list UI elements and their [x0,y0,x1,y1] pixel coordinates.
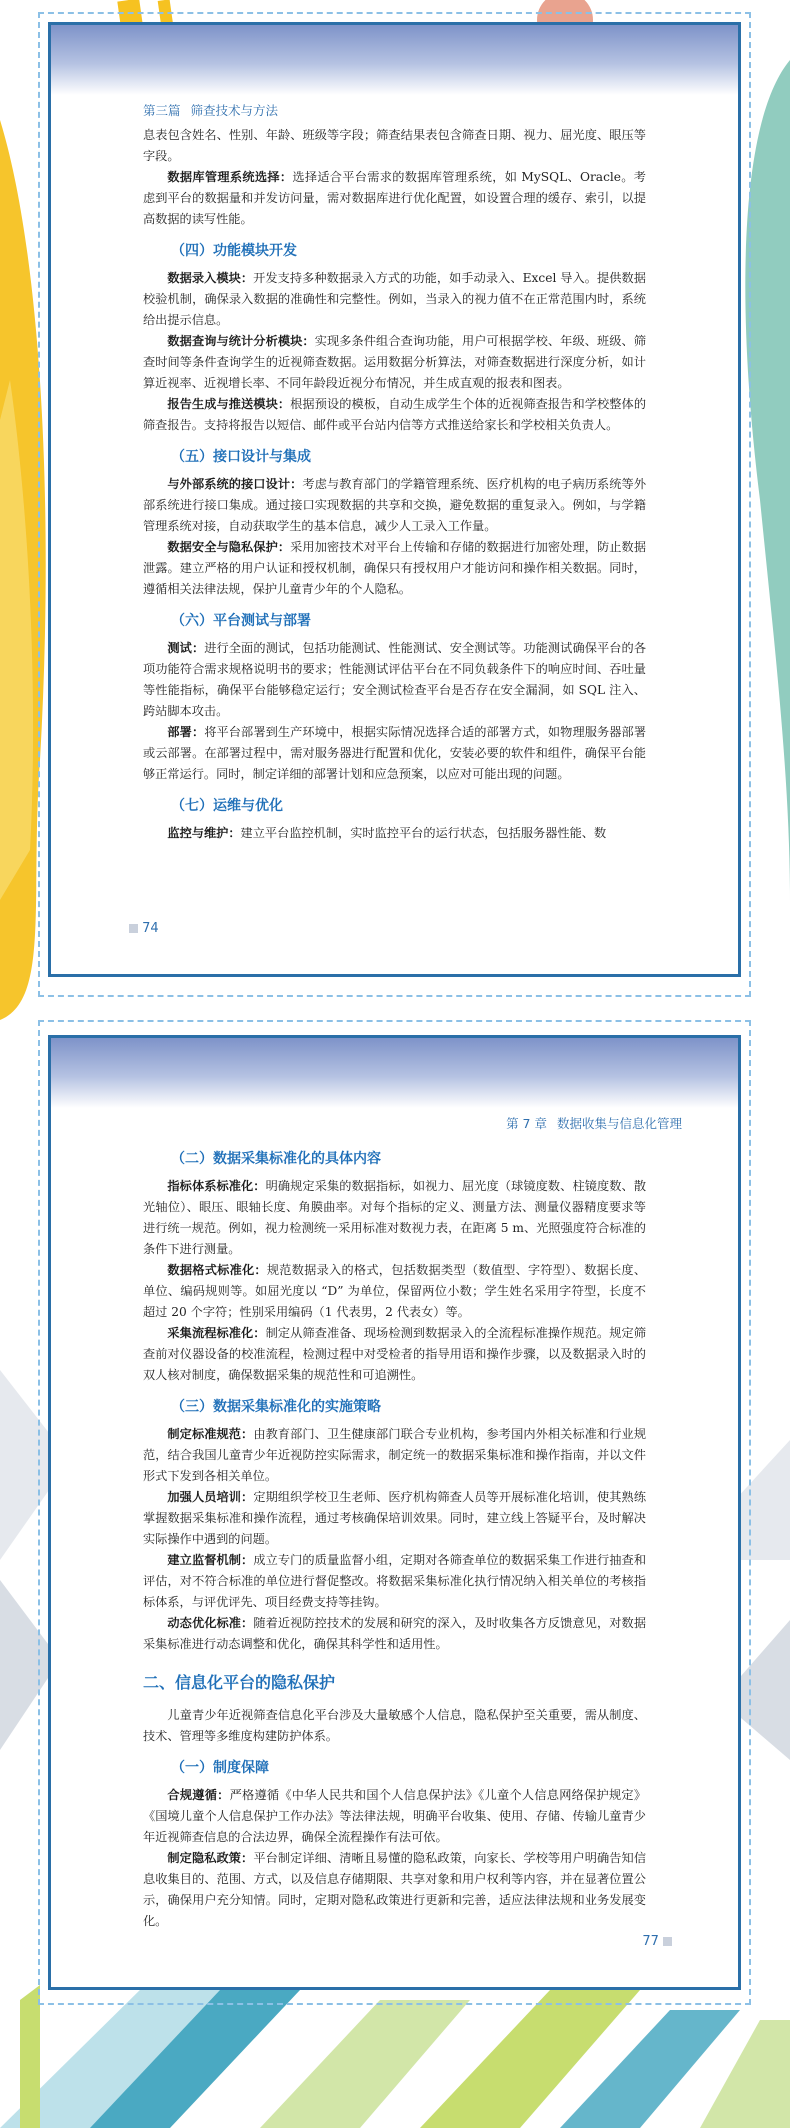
section-heading: （五）接口设计与集成 [171,449,311,465]
section-heading: （七）运维与优化 [171,798,283,814]
paragraph-text: 平台制定详细、清晰且易懂的隐私政策，向家长、学校等用户明确告知信息收集目的、范围、方式，以及信息存储期限、共享对象和用户权利等内容，并在显著位置公示，确保用户充分知情。同时，定期对隐私政策进行更新和完善，适应法律法规和业务发展变化。 [143,1851,647,1928]
chapter-section-heading: 二、信息化平台的隐私保护 [143,1673,336,1692]
running-head-chapter: 第 7 章 [506,1116,547,1131]
running-head-part: 第三篇 [143,103,181,118]
paragraph [143,1785,646,1848]
paragraph [143,1424,646,1487]
paragraph-text: 实现多条件组合查询功能，用户可根据学校、年级、班级、筛查时间等条件查询学生的近视筛查数据。运用数据分析算法，对筛查数据进行深度分析，如计算近视率、近视增长率、不同年龄段近视分布情况，并生成直观的报表和图表。 [143,334,647,390]
paragraph [143,1176,646,1260]
paragraph-text: 明确规定采集的数据指标，如视力、屈光度（球镜度数、柱镜度数、散光轴位）、眼压、眼轴长度、角膜曲率。对每个指标的定义、测量方法、测量仪器精度要求等进行统一规范。例如，视力检测统一采用标准对数视力表，在距离 5 m、光照强度符合标准的条件下进行测量。 [143,1179,647,1256]
paragraph-lead: 加强人员培训： [167,1490,254,1504]
paragraph-lead: 数据格式标准化： [167,1263,267,1277]
paragraph [143,1848,646,1932]
paragraph [143,638,646,722]
paragraph-text: 定期组织学校卫生老师、医疗机构筛查人员等开展标准化培训，使其熟练掌握数据采集标准和操作流程，通过考核确保培训效果。同时，建立线上答疑平台，及时解决实际操作中遇到的问题。 [143,1490,647,1546]
section-heading: （一）制度保障 [171,1760,269,1776]
section-heading: （三）数据采集标准化的实施策略 [171,1399,381,1415]
paragraph-lead: 数据录入模块： [167,271,254,285]
page-number [129,921,159,936]
paragraph [143,537,646,600]
paragraph-lead: 采集流程标准化： [167,1326,266,1340]
paragraph-lead: 建立监督机制： [167,1553,254,1567]
paragraph-lead: 监控与维护： [167,826,241,840]
paragraph-lead: 与外部系统的接口设计： [167,477,303,491]
paragraph-text: 息表包含姓名、性别、年龄、班级等字段；筛查结果表包含筛查日期、视力、屈光度、眼压等字段。 [143,128,646,163]
paragraph [143,1260,646,1323]
paragraph-text: 严格遵循《中华人民共和国个人信息保护法》《儿童个人信息网络保护规定》《国境儿童个人信息保护工作办法》等法律法规，明确平台收集、使用、存储、传输儿童青少年近视筛查信息的合法边界，确保全流程操作有法可依。 [143,1788,647,1844]
paragraph [143,1705,646,1747]
running-head [51,99,738,123]
paragraph-lead: 制定隐私政策： [167,1851,254,1865]
paragraph-text: 制定从筛查准备、现场检测到数据录入的全流程标准操作规范。规定筛查前对仪器设备的校准流程，检测过程中对受检者的指导用语和操作步骤，以及数据录入时的双人核对制度，确保数据采集的规范性和可追溯性。 [143,1326,647,1382]
page-header-band [51,1038,738,1108]
running-head-title: 筛查技术与方法 [190,103,279,118]
paragraph-text: 将平台部署到生产环境中，根据实际情况选择合适的部署方式，如物理服务器部署或云部署。在部署过程中，需对服务器进行配置和优化，安装必要的软件和组件，确保平台能够正常运行。同时，制定详细的部署计划和应急预案，以应对可能出现的问题。 [143,725,647,781]
paragraph-lead: 数据查询与统计分析模块： [167,334,315,348]
paragraph [143,1323,646,1386]
paragraph-text: 进行全面的测试，包括功能测试、性能测试、安全测试等。功能测试确保平台的各项功能符合需求规格说明书的要求；性能测试评估平台在不同负载条件下的响应时间、吞吐量等性能指标，确保平台能够稳定运行；安全测试检查平台是否存在安全漏洞，如 SQL 注入、跨站脚本攻击。 [143,641,647,718]
section-heading: （四）功能模块开发 [171,243,297,259]
paragraph [143,167,646,230]
paragraph [143,268,646,331]
folio-square-icon [663,1937,672,1946]
page-body [51,1136,738,1932]
page-body [51,123,738,844]
paragraph-lead: 动态优化标准： [167,1616,254,1630]
paragraph-text: 采用加密技术对平台上传输和存储的数据进行加密处理，防止数据泄露。建立严格的用户认证和授权机制，确保只有授权用户才能访问和操作相关数据。同时，遵循相关法律法规，保护儿童青少年的个人隐私。 [143,540,647,596]
page-74 [48,22,741,977]
paragraph-text: 开发支持多种数据录入方式的功能，如手动录入、Excel 导入。提供数据校验机制，确保录入数据的准确性和完整性。例如，当录入的视力值不在正常范围内时，系统给出提示信息。 [143,271,646,327]
paragraph [143,1550,646,1613]
paragraph [143,823,646,844]
paragraph [143,331,646,394]
paragraph-text: 儿童青少年近视筛查信息化平台涉及大量敏感个人信息，隐私保护至关重要，需从制度、技术、管理等多维度构建防护体系。 [143,1708,646,1743]
paragraph-lead: 制定标准规范： [167,1427,254,1441]
paragraph-text: 由教育部门、卫生健康部门联合专业机构，参考国内外相关标准和行业规范，结合我国儿童青少年近视防控实际需求，制定统一的数据采集标准和操作指南，并以文件形式下发到各相关单位。 [143,1427,647,1483]
paragraph-text: 随着近视防控技术的发展和研究的深入，及时收集各方反馈意见，对数据采集标准进行动态调整和优化，确保其科学性和适用性。 [143,1616,647,1651]
section-heading: （二）数据采集标准化的具体内容 [171,1151,381,1167]
paragraph-text: 成立专门的质量监督小组，定期对各筛查单位的数据采集工作进行抽查和评估，对不符合标准的单位进行督促整改。将数据采集标准化执行情况纳入相关单位的考核指标体系，与评优评先、项目经费支持等挂钩。 [143,1553,647,1609]
page-77 [48,1035,741,1990]
paragraph [143,1487,646,1550]
folio-square-icon [129,924,138,933]
running-head [51,1112,738,1136]
page-header-band [51,25,738,95]
paragraph-lead: 合规遵循： [167,1788,230,1802]
paragraph-text: 根据预设的模板，自动生成学生个体的近视筛查报告和学校整体的筛查报告。支持将报告以短信、邮件或平台站内信等方式推送给家长和学校相关负责人。 [143,397,647,432]
paragraph-lead: 测试： [167,641,205,655]
paragraph-lead: 指标体系标准化： [167,1179,266,1193]
paragraph-lead: 数据库管理系统选择： [167,170,293,184]
paragraph-lead: 报告生成与推送模块： [167,397,291,411]
page-number-text: 74 [142,921,159,936]
paragraph [143,1613,646,1655]
running-head-title: 数据收集与信息化管理 [556,1116,682,1131]
paragraph-text: 选择适合平台需求的数据库管理系统，如 MySQL、Oracle。考虑到平台的数据量和并发访问量，需对数据库进行优化配置，如设置合理的缓存、索引，以提高数据的读写性能。 [143,170,646,226]
paragraph-text: 规范数据录入的格式，包括数据类型（数值型、字符型）、数据长度、单位、编码规则等。如屈光度以 “D” 为单位，保留两位小数；学生姓名采用字符型，长度不超过 20 个字符；性别采用编码（1 代表男，2 代表女）等。 [143,1263,647,1319]
section-heading: （六）平台测试与部署 [171,613,311,629]
paragraph [143,394,646,436]
page-number [642,1934,672,1949]
page-number-text: 77 [642,1934,659,1949]
paragraph-lead: 部署： [167,725,205,739]
paragraph-text: 建立平台监控机制，实时监控平台的运行状态，包括服务器性能、数 [240,826,607,840]
paragraph-text: 考虑与教育部门的学籍管理系统、医疗机构的电子病历系统等外部系统进行接口集成。通过接口实现数据的共享和交换，避免数据的重复录入。例如，与学籍管理系统对接，自动获取学生的基本信息，减少人工录入工作量。 [143,477,647,533]
paragraph [143,474,646,537]
paragraph [143,125,646,167]
paragraph-lead: 数据安全与隐私保护： [167,540,291,554]
paragraph [143,722,646,785]
